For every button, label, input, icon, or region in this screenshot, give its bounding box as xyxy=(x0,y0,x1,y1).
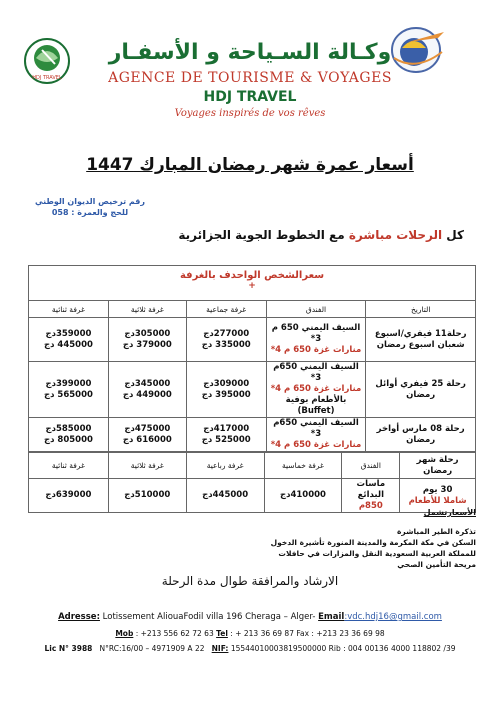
row-double xyxy=(29,318,109,362)
row-hotel xyxy=(266,362,366,418)
price-quad: 445000دج xyxy=(186,479,264,513)
email-label: Email xyxy=(318,612,345,622)
direct-highlight: الرحلات مباشرة xyxy=(348,228,443,242)
direct-prefix: كل xyxy=(446,228,464,242)
col-group: غرفة جماعية xyxy=(186,301,266,318)
list-item: للمملكة العربية السعودية النقل والمزارات في حافلات xyxy=(278,549,476,558)
price: 449000 دج xyxy=(122,389,172,400)
price: 417000دج xyxy=(203,423,250,434)
table-row xyxy=(29,362,476,418)
row-hotel xyxy=(266,318,366,362)
table1-title: سعرالشخص الواحدف بالغرفة xyxy=(179,270,325,281)
row-date: رحلة 25 فيفري أوائل رمضان xyxy=(366,362,476,418)
nif-label: NIF: xyxy=(211,644,229,653)
price: 395000 دج xyxy=(201,389,251,400)
col-double: غرفة ثنائية xyxy=(29,301,109,318)
table-row xyxy=(29,479,476,513)
direct-flights-note xyxy=(178,228,464,242)
price: 277000دج xyxy=(203,328,250,339)
hotel-line: السيف اليمني 650م 3* xyxy=(273,418,359,439)
price: 359000دج xyxy=(45,328,92,339)
tel-value: : + 213 36 69 87 xyxy=(230,629,294,638)
mob-value: : +213 556 62 72 63 xyxy=(135,629,214,638)
table-row xyxy=(29,318,476,362)
price: 305000دج xyxy=(124,328,171,339)
hotel-distance: 850م xyxy=(358,501,383,511)
license-line-1: رقم ترخيص الديوان الوطني xyxy=(34,197,145,206)
col-hotel: الفندق xyxy=(342,453,400,479)
price: 335000 دج xyxy=(201,339,251,350)
list-item: مريحة التأمين الصحي xyxy=(397,560,476,569)
svg-text:HDJ TRAVEL: HDJ TRAVEL xyxy=(32,75,62,81)
price: 309000دج xyxy=(203,378,250,389)
price: 616000 دج xyxy=(122,434,172,445)
price: 475000دج xyxy=(124,423,171,434)
table1-header-row xyxy=(29,301,476,318)
hotel-line: منارات غزة 650 م 4* xyxy=(270,384,362,394)
price: 445000 دج xyxy=(43,339,93,350)
price: 345000دج xyxy=(124,378,171,389)
address-value: Lotissement AliouaFodil villa 196 Cheraga – Alger- xyxy=(102,612,316,622)
hotel-line: بالأطعام بوفية (Buffet) xyxy=(285,395,347,416)
col-triple: غرفة ثلاثية xyxy=(108,453,186,479)
tel-label: Tel xyxy=(216,629,228,638)
col-double: غرفة ثنائية xyxy=(29,453,109,479)
footer-phone-line xyxy=(0,629,500,638)
col-triple: غرفة ثلاثية xyxy=(108,301,186,318)
brand-name: HDJ TRAVEL xyxy=(203,89,297,105)
direct-suffix: مع الخطوط الجوية الجزائرية xyxy=(178,228,345,242)
hotel-line: السيف اليمني 650 م 3* xyxy=(271,323,361,344)
agency-french-name: AGENCE DE TOURISME & VOYAGES xyxy=(108,70,392,86)
list-item: تذكرة الطير المباشرة xyxy=(396,527,476,536)
row-group xyxy=(186,418,266,452)
price-quint: 410000دج xyxy=(264,479,342,513)
hotel-name: ماسات البدائع xyxy=(356,479,386,500)
hotel-info xyxy=(342,479,400,513)
col-quint: غرفة خماسية xyxy=(264,453,342,479)
price-table-2 xyxy=(28,452,476,513)
trip-meals: شاملا للأطعام xyxy=(408,495,467,506)
lic-value: Lic N° 3988 xyxy=(44,644,93,653)
price: 399000دج xyxy=(45,378,92,389)
price: 565000 دج xyxy=(43,389,93,400)
table2-grid xyxy=(28,452,476,513)
address-label: Adresse: xyxy=(58,612,100,622)
table-row xyxy=(29,418,476,452)
agency-arabic-name: وكـالة السـياحة و الأسفـار xyxy=(108,40,392,65)
included-list xyxy=(216,526,476,570)
footer-address-line xyxy=(0,612,500,622)
row-triple xyxy=(108,418,186,452)
price: 585000دج xyxy=(45,423,92,434)
price: 805000 دج xyxy=(43,434,93,445)
footer-legal-line xyxy=(0,644,500,653)
license-line-2: للحج والعمرة : 058 xyxy=(51,208,129,217)
price-double: 639000دج xyxy=(29,479,109,513)
row-triple xyxy=(108,362,186,418)
email-link[interactable]: :vdc.hdj16@gmail.com xyxy=(344,612,442,622)
col-date: التاريخ xyxy=(366,301,476,318)
table1-plus: + xyxy=(248,281,256,291)
col-trip: رحلة شهر رمضان xyxy=(400,453,476,479)
price-table-1 xyxy=(28,265,476,452)
price: 379000 دج xyxy=(122,339,172,350)
row-double xyxy=(29,362,109,418)
nif-value: 15544010003819500000 xyxy=(230,644,327,653)
table1-heading xyxy=(28,265,476,300)
row-date: رحلة11 فيفري/اسبوع شعبان اسبوع رمضان xyxy=(366,318,476,362)
hotel-line: السيف اليمني 650م 3* xyxy=(273,362,359,383)
col-hotel: الفندق xyxy=(266,301,366,318)
price-triple: 510000دج xyxy=(108,479,186,513)
row-double xyxy=(29,418,109,452)
row-date: رحلة 08 مارس أواخر رمضان xyxy=(366,418,476,452)
hotel-line: منارات غزة 650 م 4* xyxy=(270,345,362,355)
price: 525000 دج xyxy=(201,434,251,445)
row-group xyxy=(186,362,266,418)
col-quad: غرفة رباعية xyxy=(186,453,264,479)
license-info xyxy=(30,196,150,218)
mob-label: Mob xyxy=(115,629,134,638)
row-triple xyxy=(108,318,186,362)
fax-value: Fax : +213 23 36 69 98 xyxy=(296,629,385,638)
guide-note: الارشاد والمرافقة طوال مدة الرحلة xyxy=(161,574,339,588)
hotel-line: منارات غزة 650 م 4* xyxy=(270,440,362,450)
trip-days: 30 يوم xyxy=(422,484,453,495)
rc-value: N°RC:16/00 – 4971909 A 22 xyxy=(99,644,205,653)
list-item: السكن في مكة المكرمة والمدينة المنورة تأشيرة الدخول xyxy=(270,538,476,547)
tagline: Voyages inspirés de vos rêves xyxy=(174,108,326,119)
page-title: أسعار عمرة شهر رمضان المبارك 1447 xyxy=(86,155,414,175)
table2-header-row xyxy=(29,453,476,479)
table1-grid xyxy=(28,300,476,452)
included-title: الأسعارتشمل xyxy=(423,508,476,517)
row-hotel xyxy=(266,418,366,452)
rib-value: Rib : 004 00136 4000 118802 /39 xyxy=(328,644,456,653)
row-group xyxy=(186,318,266,362)
